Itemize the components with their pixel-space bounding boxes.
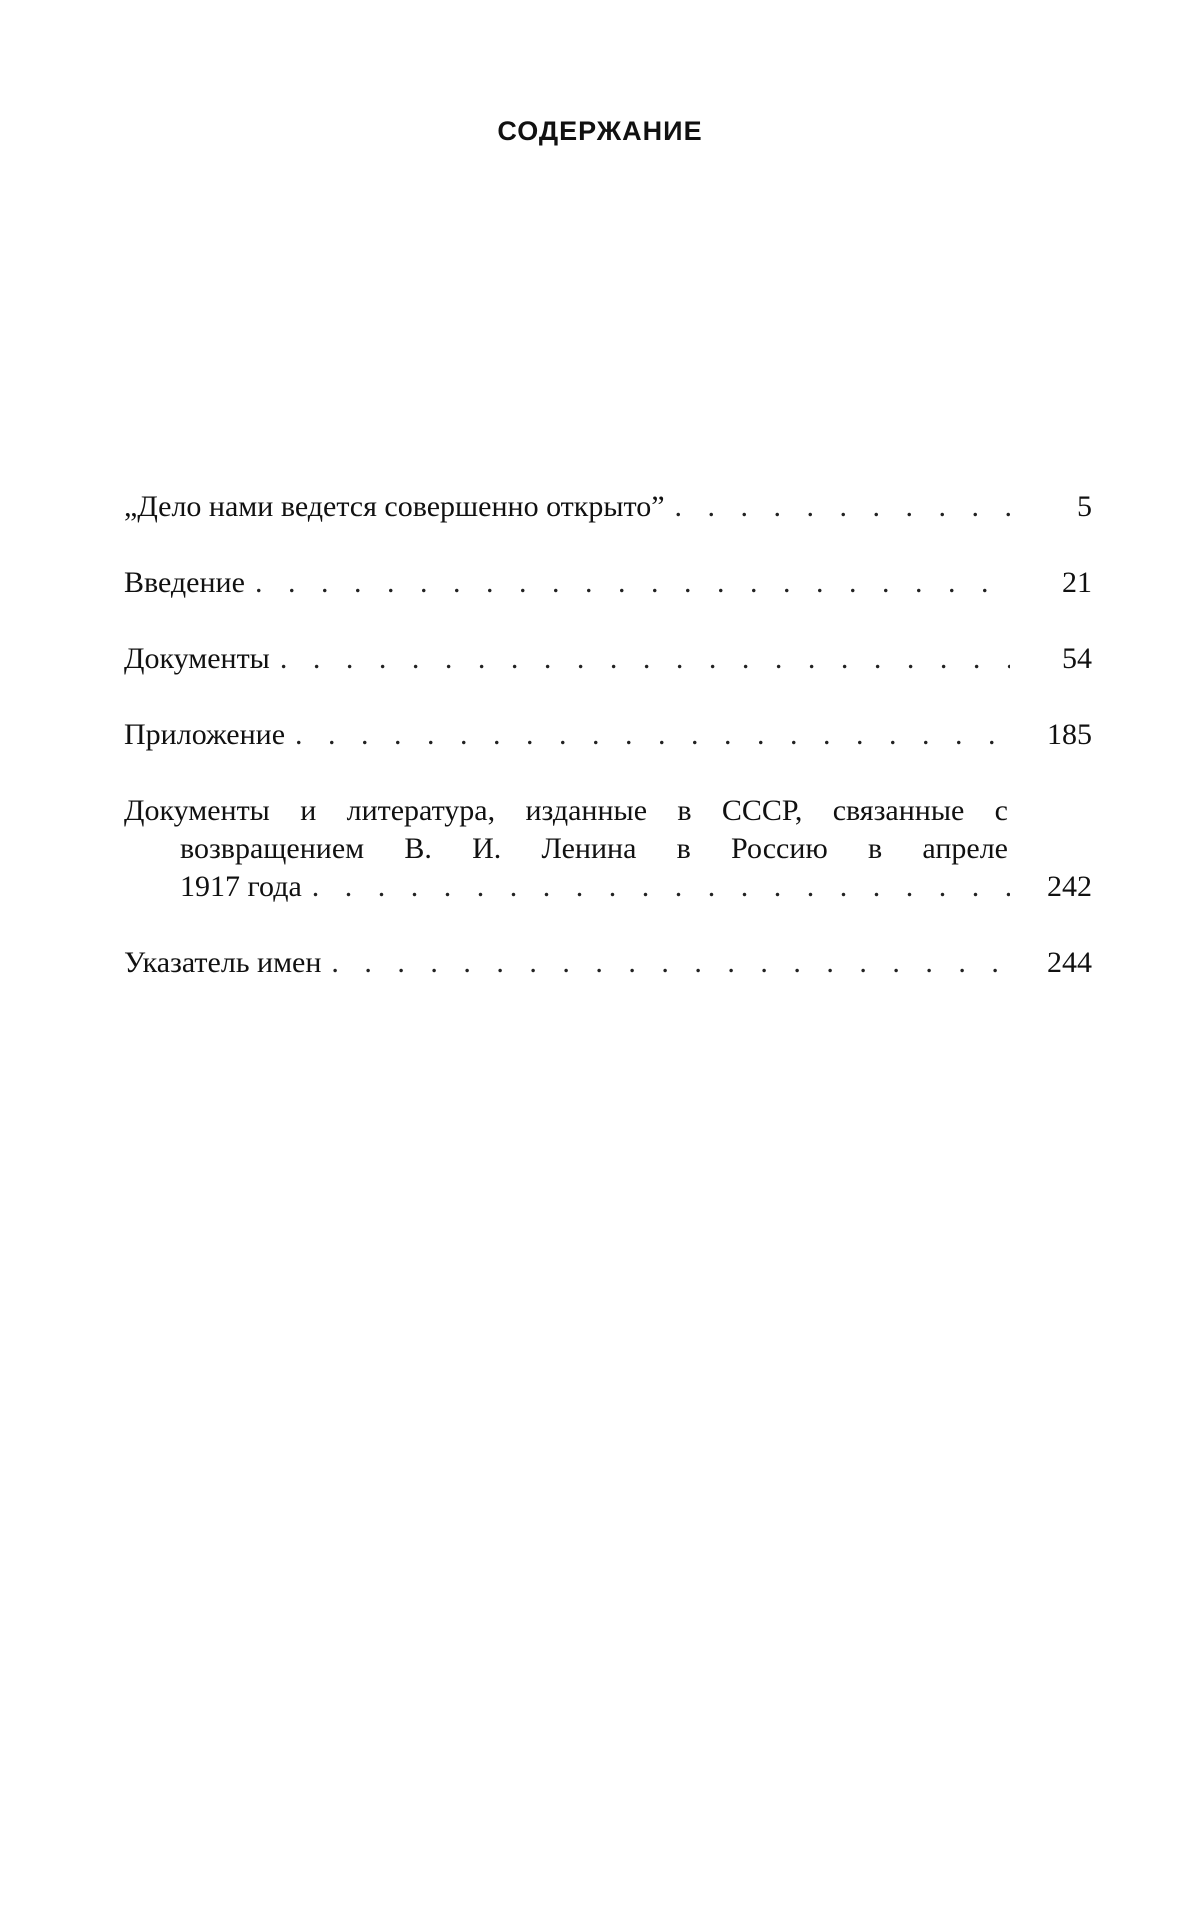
dot-leader xyxy=(312,868,1010,906)
toc-entry[interactable] xyxy=(124,488,1092,526)
dot-leader xyxy=(280,640,1010,678)
toc-entry-title-line-3: 1917 года xyxy=(180,870,302,903)
toc-entry-page: 244 xyxy=(1047,946,1092,979)
toc-entry[interactable] xyxy=(124,792,1092,906)
toc-entry-title-line-1: Документы и литература, изданные в СССР, связанные с xyxy=(124,794,1008,827)
dot-leader xyxy=(295,716,1010,754)
page-title: СОДЕРЖАНИЕ xyxy=(497,116,703,146)
toc-entry-page: 54 xyxy=(1062,642,1092,675)
dot-leader xyxy=(331,944,1010,982)
toc-entry[interactable] xyxy=(124,944,1092,982)
dot-leader xyxy=(255,564,1010,602)
dot-leader xyxy=(675,488,1010,526)
toc-entry-page: 21 xyxy=(1062,566,1092,599)
toc-entry-title-line-2: возвращением В. И. Ленина в Россию в апреле xyxy=(180,832,1008,865)
toc-entry[interactable] xyxy=(124,640,1092,678)
toc-entry-page: 5 xyxy=(1077,490,1092,523)
toc-entry-page: 242 xyxy=(1047,870,1092,903)
table-of-contents xyxy=(124,488,1092,1020)
toc-entry-title: Документы xyxy=(124,642,270,675)
toc-entry-title: Указатель имен xyxy=(124,946,322,979)
toc-entry-page: 185 xyxy=(1047,718,1092,751)
toc-entry-title: Приложение xyxy=(124,718,286,751)
toc-entry[interactable] xyxy=(124,564,1092,602)
toc-entry-title: „Дело нами ведется совершенно открыто” xyxy=(124,490,665,523)
toc-entry[interactable] xyxy=(124,716,1092,754)
toc-entry-title: Введение xyxy=(124,566,245,599)
